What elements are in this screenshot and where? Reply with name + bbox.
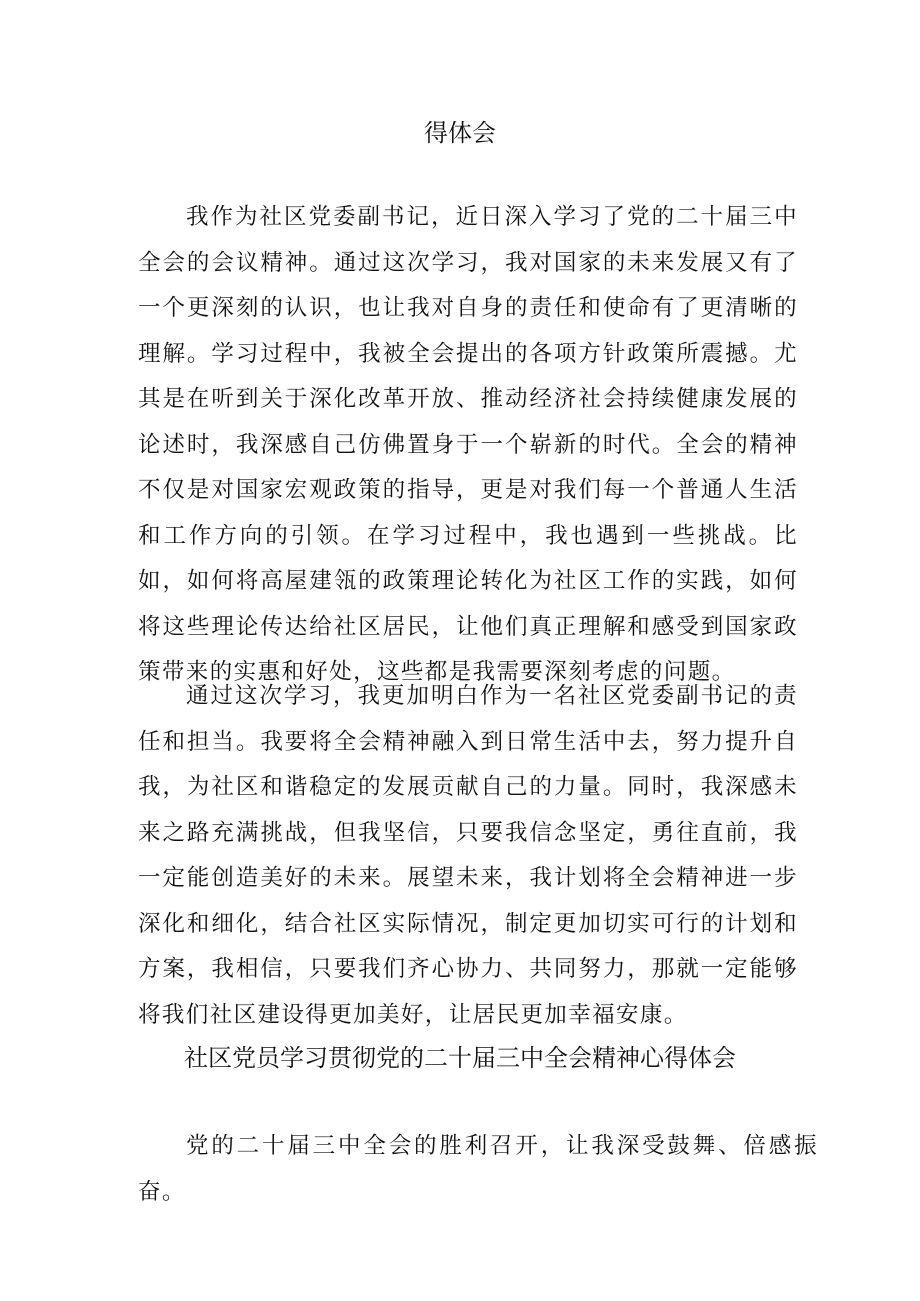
body-paragraph-3: 党的二十届三中全会的胜利召开，让我深受鼓舞、倍感振奋。 xyxy=(138,1133,818,1205)
section-heading-fragment: 得体会 xyxy=(424,119,496,147)
section-heading: 社区党员学习贯彻党的二十届三中全会精神心得体会 xyxy=(184,1044,736,1072)
body-paragraph-2: 通过这次学习，我更加明白作为一名社区党委副书记的责任和担当。我要将全会精神融入到日常生活中去，努力提升自我，为社区和谐稳定的发展贡献自己的力量。同时，我深感未来之路充满挑战，但我坚信，只要我信念坚定，勇往直前，我一定能创造美好的未来。展望未来，我计划将全会精神进一步深化和细化，结合社区实际情况，制定更加切实可行的计划和方案，我相信，只要我们齐心协力、共同努力，那就一定能够将我们社区建设得更加美好，让居民更加幸福安康。 xyxy=(138,683,798,1028)
body-paragraph-1: 我作为社区党委副书记，近日深入学习了党的二十届三中全会的会议精神。通过这次学习，我对国家的未来发展又有了一个更深刻的认识，也让我对自身的责任和使命有了更清晰的理解。学习过程中，我被全会提出的各项方针政策所震撼。尤其是在听到关于深化改革开放、推动经济社会持续健康发展的论述时，我深感自己仿佛置身于一个崭新的时代。全会的精神不仅是对国家宏观政策的指导，更是对我们每一个普通人生活和工作方向的引领。在学习过程中，我也遇到一些挑战。比如，如何将高屋建瓴的政策理论转化为社区工作的实践，如何将这些理论传达给社区居民，让他们真正理解和感受到国家政策带来的实惠和好处，这些都是我需要深刻考虑的问题。 xyxy=(138,204,798,685)
